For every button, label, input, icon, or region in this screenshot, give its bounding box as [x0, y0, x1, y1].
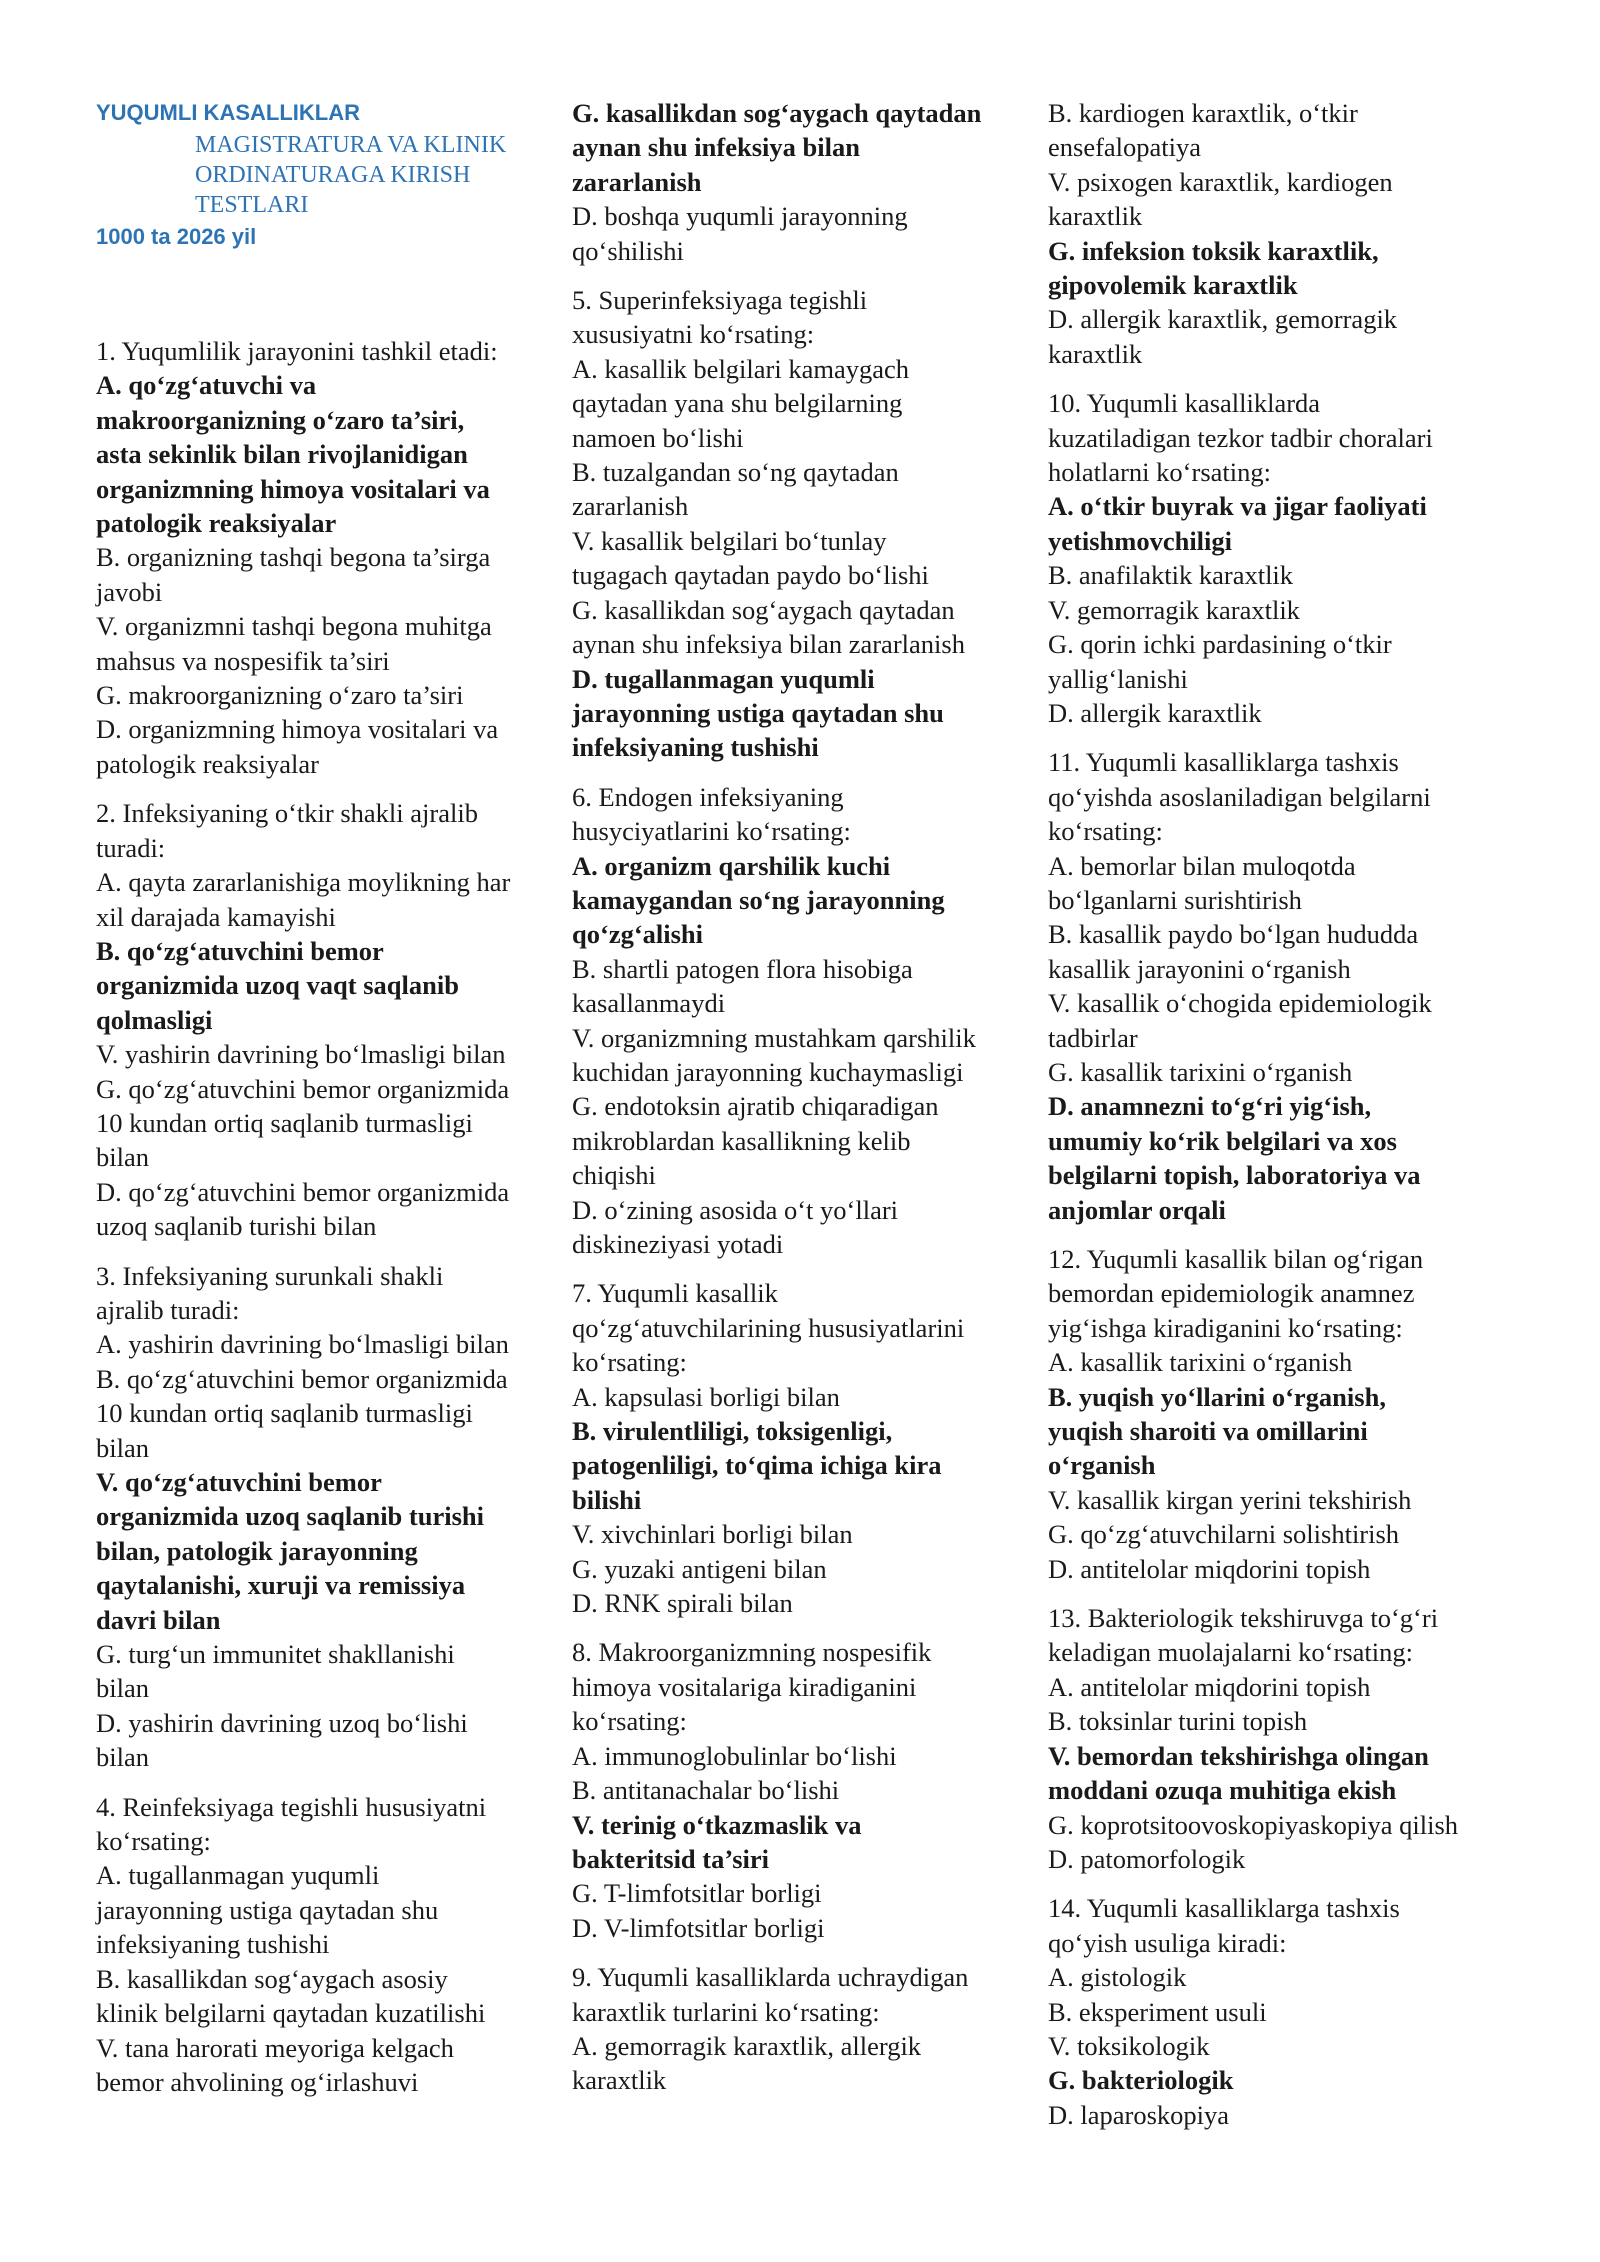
question-text-line: G. turg‘un immunitet shakllanishi [96, 1639, 455, 1670]
question-text-line: xil darajada kamayishi [96, 901, 336, 932]
column-3 [1048, 96, 1518, 2147]
correct-answer-line: A. o‘tkir buyrak va jigar faoliyati [1048, 491, 1427, 522]
document-title: YUQUMLI KASALLIKLAR [96, 100, 360, 125]
question-text-line: V. psixogen karaxtlik, kardiogen [1048, 166, 1393, 197]
question-text-line: G. yuzaki antigeni bilan [572, 1553, 827, 1584]
correct-answer-line: gipovolemik karaxtlik [1048, 270, 1298, 301]
question-text-line: namoen bo‘lishi [572, 422, 744, 453]
question-text-line: mikroblardan kasallikning kelib [572, 1125, 911, 1156]
question-text-line: zararlanish [572, 491, 689, 522]
correct-answer-line: V. terinig o‘tkazmaslik va [572, 1809, 862, 1840]
question-text-line: V. toksikologik [1048, 2030, 1210, 2061]
correct-answer-line: kamaygandan so‘ng jarayonning [572, 884, 945, 915]
correct-answer-line: V. qo‘zg‘atuvchini bemor [96, 1467, 382, 1497]
correct-answer-line: organizmida uzoq vaqt saqlanib [96, 970, 459, 1001]
question-text-line: qo‘shilishi [572, 235, 684, 266]
correct-answer-line: yuqish sharoiti va omillarini [1048, 1416, 1368, 1447]
question-text-line: V. xivchinlari borligi bilan [572, 1519, 853, 1550]
question-text-line: holatlarni ko‘rsating: [1048, 457, 1271, 488]
question-text-line: A. gemorragik karaxtlik, allergik [572, 2030, 922, 2061]
question-text-line: D. patomorfologik [1048, 1843, 1246, 1874]
question-text-line: B. eksperiment usuli [1048, 1996, 1267, 2027]
question-text-line: V. yashirin davrining bo‘lmasligi bilan [96, 1039, 506, 1070]
question-block [1048, 745, 1518, 1227]
correct-answer-line: yetishmovchiligi [1048, 525, 1233, 556]
correct-answer-line: B. virulentliligi, toksigenligi, [572, 1416, 893, 1447]
correct-answer-line: qo‘zg‘alishi [572, 919, 704, 950]
question-text-line: A. kasallik belgilari kamaygach [572, 353, 910, 384]
question-block [1048, 386, 1518, 730]
question-text-line: V. kasallik belgilari bo‘tunlay [572, 525, 887, 556]
correct-answer-line: asta sekinlik bilan rivojlanidigan [96, 439, 468, 470]
question-text-line: qo‘zg‘atuvchilarining hususiyatlarini [572, 1312, 965, 1343]
correct-answer-line: B. yuqish yo‘llarini o‘rganish, [1048, 1381, 1386, 1412]
question-text-line: G. kasallikdan sog‘aygach qaytadan [572, 594, 955, 625]
question-text-line: 8. Makroorganizmning nospesifik [572, 1637, 932, 1668]
question-text-line: 14. Yuqumli kasalliklarga tashxis [1048, 1893, 1400, 1924]
question-text-line: 10. Yuqumli kasalliklarda [1048, 388, 1321, 419]
question-text-line: bilan [96, 1673, 149, 1704]
question-text-line: turadi: [96, 832, 166, 863]
question-text-line: karaxtlik [1048, 201, 1143, 232]
column-1 [96, 96, 566, 2114]
question-text-line: D. RNK spirali bilan [572, 1588, 793, 1619]
question-text-line: A. gistologik [1048, 1962, 1187, 1993]
question-block [572, 780, 1044, 1262]
question-text-line: D. allergik karaxtlik, gemorragik [1048, 304, 1398, 335]
question-text-line: 1. Yuqumlilik jarayonini tashkil etadi: [96, 336, 498, 366]
question-text-line: V. gemorragik karaxtlik [1048, 594, 1300, 625]
correct-answer-line: G. kasallikdan sog‘aygach qaytadan [572, 98, 982, 128]
question-text-line: kasallanmaydi [572, 988, 726, 1019]
question-text-line: chiqishi [572, 1160, 656, 1191]
question-text-line: G. kasallik tarixini o‘rganish [1048, 1056, 1353, 1087]
correct-answer-line: bilan, patologik jarayonning [96, 1535, 418, 1566]
question-text-line: kuchidan jarayonning kuchaymasligi [572, 1056, 964, 1087]
question-text-line: bemordan epidemiologik anamnez [1048, 1278, 1415, 1309]
question-text-line: V. organizmni tashqi begona muhitga [96, 611, 492, 642]
question-block [1048, 1601, 1518, 1876]
question-text-line: G. endotoksin ajratib chiqaradigan [572, 1091, 939, 1122]
question-text-line: D. yashirin davrining uzoq bo‘lishi [96, 1707, 468, 1738]
question-text-line: javobi [96, 576, 163, 607]
question-text-line: 10 kundan ortiq saqlanib turmasligi [96, 1398, 473, 1429]
question-text-line: keladigan muolajalarni ko‘rsating: [1048, 1637, 1413, 1668]
question-text-line: B. toksinlar turini topish [1048, 1706, 1308, 1737]
correct-answer-line: aynan shu infeksiya bilan [572, 132, 860, 163]
question-text-line: D. laparoskopiya [1048, 2099, 1230, 2130]
question-text-line: uzoq saqlanib turishi bilan [96, 1211, 377, 1242]
question-text-line: ko‘rsating: [572, 1706, 687, 1737]
correct-answer-line: qaytalanishi, xuruji va remissiya [96, 1570, 466, 1601]
question-text-line: husусiyatlarini ko‘rsating: [572, 816, 851, 847]
question-text-line: A. tugallanmagan yuqumli [96, 1860, 380, 1891]
question-text-line: 13. Bakteriologik tekshiruvga to‘g‘ri [1048, 1603, 1439, 1634]
question-text-line: G. qo‘zg‘atuvchilarni solishtirish [1048, 1519, 1400, 1550]
question-text-line: himoya vositalariga kiradiganini [572, 1671, 917, 1702]
correct-answer-line: makroorganizning o‘zaro ta’siri, [96, 404, 465, 435]
correct-answer-line: patologik reaksiyalar [96, 508, 337, 539]
question-text-line: yig‘ishga kiradiganini ko‘rsating: [1048, 1312, 1403, 1343]
question-text-line: G. T-limfotsitlar borligi [572, 1878, 822, 1909]
correct-answer-line: moddani ozuqa muhitiga ekish [1048, 1775, 1397, 1806]
question-block [96, 796, 566, 1243]
correct-answer-line: davri bilan [96, 1604, 221, 1635]
question-text-line: 9. Yuqumli kasalliklarda uchraydigan [572, 1962, 969, 1993]
question-text-line: qo‘yish usuliga kiradi: [1048, 1927, 1287, 1958]
document-header [96, 96, 566, 254]
question-text-line: 4. Reinfeksiyaga tegishli hususiyatni [96, 1791, 487, 1822]
question-text-line: karaxtlik [1048, 338, 1143, 369]
question-text-line: 3. Infeksiyaning surunkali shakli [96, 1260, 444, 1291]
question-text-line: A. antitelolar miqdorini topish [1048, 1671, 1371, 1702]
question-text-line: D. allergik karaxtlik [1048, 697, 1262, 728]
question-block [96, 1790, 566, 2100]
correct-answer-line: organizmning himoya vositalari va [96, 473, 490, 504]
question-block [1048, 1891, 1518, 2132]
correct-answer-line: qolmasligi [96, 1004, 213, 1035]
correct-answer-line: belgilarni topish, laboratoriya va [1048, 1160, 1421, 1191]
question-text-line: A. yashirin davrining bo‘lmasligi bilan [96, 1329, 509, 1360]
question-text-line: A. kapsulasi borligi bilan [572, 1381, 840, 1412]
question-text-line: ko‘rsating: [1048, 816, 1163, 847]
question-text-line: B. shartli patogen flora hisobiga [572, 953, 913, 984]
subtitle-line: ORDINATURAGA KIRISH [195, 162, 471, 188]
question-text-line: patologik reaksiyalar [96, 748, 319, 779]
correct-answer-line: umumiy ko‘rik belgilari va xos [1048, 1125, 1397, 1156]
column-2 [572, 96, 1044, 2113]
question-block [96, 334, 566, 781]
question-text-line: kasallik jarayonini o‘rganish [1048, 953, 1351, 984]
question-text-line: G. koprotsitoovoskopiyaskopiya qilish [1048, 1809, 1459, 1840]
question-text-line: qaytadan yana shu belgilarning [572, 388, 903, 419]
question-text-line: B. kasallik paydo bo‘lgan hududda [1048, 919, 1419, 950]
question-text-line: bilan [96, 1432, 149, 1463]
correct-answer-line: anjomlar orqali [1048, 1194, 1226, 1225]
question-text-line: qo‘yishda asoslaniladigan belgilarni [1048, 781, 1431, 812]
question-block [1048, 1242, 1518, 1586]
subtitle-line: MAGISTRATURA VA KLINIK [195, 132, 507, 158]
question-text-line: D. V-limfotsitlar borligi [572, 1912, 825, 1943]
correct-answer-line: G. infeksion toksik karaxtlik, [1048, 235, 1379, 266]
correct-answer-line: o‘rganish [1048, 1450, 1156, 1481]
question-text-line: 6. Endogen infeksiyaning [572, 781, 844, 812]
document-subtitle [195, 130, 566, 220]
question-text-line: karaxtlik turlarini ko‘rsating: [572, 1996, 880, 2027]
question-text-line: B. anafilaktik karaxtlik [1048, 560, 1294, 591]
question-text-line: 2. Infeksiyaning o‘tkir shakli ajralib [96, 798, 478, 829]
correct-answer-line: patogenliligi, to‘qima ichiga kira [572, 1450, 942, 1481]
correct-answer-line: D. anamnezni to‘g‘ri yig‘ish, [1048, 1091, 1372, 1122]
correct-answer-line: infeksiyaning tushishi [572, 732, 819, 763]
question-text-line: kuzatiladigan tezkor tadbir choralari [1048, 422, 1433, 453]
correct-answer-line: bilishi [572, 1484, 642, 1515]
question-block [96, 1259, 566, 1775]
correct-answer-line: A. qo‘zg‘atuvchi va [96, 370, 317, 401]
question-text-line: infeksiyaning tushishi [96, 1929, 330, 1960]
question-text-line: diskineziyasi yotadi [572, 1229, 784, 1259]
correct-answer-line: zararlanish [572, 166, 702, 197]
question-text-line: B. tuzalgandan so‘ng qaytadan [572, 457, 899, 488]
question-text-line: tugagach qaytadan paydo bo‘lishi [572, 560, 929, 591]
question-text-line: klinik belgilarni qaytadan kuzatilishi [96, 1998, 486, 2029]
question-block [572, 1635, 1044, 1945]
question-text-line: A. immunoglobulinlar bo‘lishi [572, 1740, 897, 1771]
question-text-line: karaxtlik [572, 2065, 667, 2096]
correct-answer-line: bakteritsid ta’siri [572, 1843, 770, 1874]
question-text-line: ensefalopatiya [1048, 132, 1202, 163]
question-text-line: D. qo‘zg‘atuvchini bemor organizmida [96, 1176, 510, 1207]
question-text-line: V. kasallik o‘chogida epidemiologik [1048, 988, 1432, 1019]
document-year: 1000 ta 2026 yil [96, 224, 257, 249]
question-text-line: bemor ahvolining og‘irlashuvi [96, 2066, 419, 2097]
question-text-line: ko‘rsating: [572, 1347, 687, 1378]
correct-answer-line: organizmida uzoq saqlanib turishi [96, 1501, 485, 1532]
question-text-line: 10 kundan ortiq saqlanib turmasligi [96, 1107, 473, 1138]
correct-answer-line: B. qo‘zg‘atuvchini bemor [96, 935, 384, 966]
question-text-line: D. o‘zining asosida o‘t yo‘llari [572, 1194, 899, 1225]
question-text-line: ajralib turadi: [96, 1294, 240, 1325]
question-text-line: D. boshqa yuqumli jarayonning [572, 201, 908, 232]
question-text-line: xususiyatni ko‘rsating: [572, 319, 815, 350]
question-text-line: yallig‘lanishi [1048, 663, 1188, 694]
question-text-line: bo‘lganlarni surishtirish [1048, 884, 1302, 915]
question-block [572, 1960, 1044, 2098]
question-text-line: G. qorin ichki pardasining o‘tkir [1048, 629, 1392, 660]
question-list [96, 334, 566, 2099]
question-text-line: A. kasallik tarixini o‘rganish [1048, 1347, 1353, 1378]
question-text-line: B. kardiogen karaxtlik, o‘tkir [1048, 98, 1358, 128]
question-list [572, 96, 1044, 2098]
question-text-line: D. organizmning himoya vositalari va [96, 714, 499, 745]
question-text-line: V. tana harorati meyoriga kelgach [96, 2032, 454, 2063]
question-text-line: B. organizning tashqi begona ta’sirga [96, 542, 491, 573]
question-text-line: A. bemorlar bilan muloqotda [1048, 850, 1356, 881]
question-block [572, 1276, 1044, 1620]
question-text-line: V. kasallik kirgan yerini tekshirish [1048, 1484, 1412, 1515]
question-text-line: tadbirlar [1048, 1022, 1138, 1053]
question-list [1048, 96, 1518, 2132]
question-text-line: D. antitelolar miqdorini topish [1048, 1553, 1371, 1584]
correct-answer-line: V. bemordan tekshirishga olingan [1048, 1740, 1429, 1771]
question-block [572, 283, 1044, 765]
correct-answer-line: G. bakteriologik [1048, 2065, 1234, 2096]
question-text-line: 7. Yuqumli kasallik [572, 1278, 778, 1309]
correct-answer-line: jarayonning ustiga qaytadan shu [572, 697, 944, 728]
question-text-line: A. qayta zararlanishiga moylikning har [96, 867, 511, 898]
subtitle-line: TESTLARI [195, 192, 309, 218]
question-text-line: 12. Yuqumli kasallik bilan og‘rigan [1048, 1244, 1424, 1274]
question-text-line: bilan [96, 1742, 149, 1773]
question-text-line: aynan shu infeksiya bilan zararlanish [572, 629, 965, 660]
question-text-line: G. makroorganizning o‘zaro ta’siri [96, 680, 464, 711]
question-text-line: B. qo‘zg‘atuvchini bemor organizmida [96, 1363, 508, 1394]
correct-answer-line: A. organizm qarshilik kuchi [572, 850, 891, 881]
question-block [572, 96, 1044, 268]
question-text-line: G. qo‘zg‘atuvchini bemor organizmida [96, 1073, 510, 1104]
question-text-line: jarayonning ustiga qaytadan shu [96, 1894, 439, 1925]
question-text-line: 11. Yuqumli kasalliklarga tashxis [1048, 747, 1399, 778]
question-text-line: ko‘rsating: [96, 1826, 211, 1857]
question-block [1048, 96, 1518, 371]
correct-answer-line: D. tugallanmagan yuqumli [572, 663, 875, 694]
question-text-line: B. kasallikdan sog‘aygach asosiy [96, 1963, 448, 1994]
question-text-line: V. organizmning mustahkam qarshilik [572, 1022, 976, 1053]
question-text-line: mahsus va nospesifik ta’siri [96, 645, 390, 676]
question-text-line: B. antitanachalar bo‘lishi [572, 1775, 840, 1806]
question-text-line: 5. Superinfeksiyaga tegishli [572, 285, 868, 316]
question-text-line: bilan [96, 1142, 149, 1173]
